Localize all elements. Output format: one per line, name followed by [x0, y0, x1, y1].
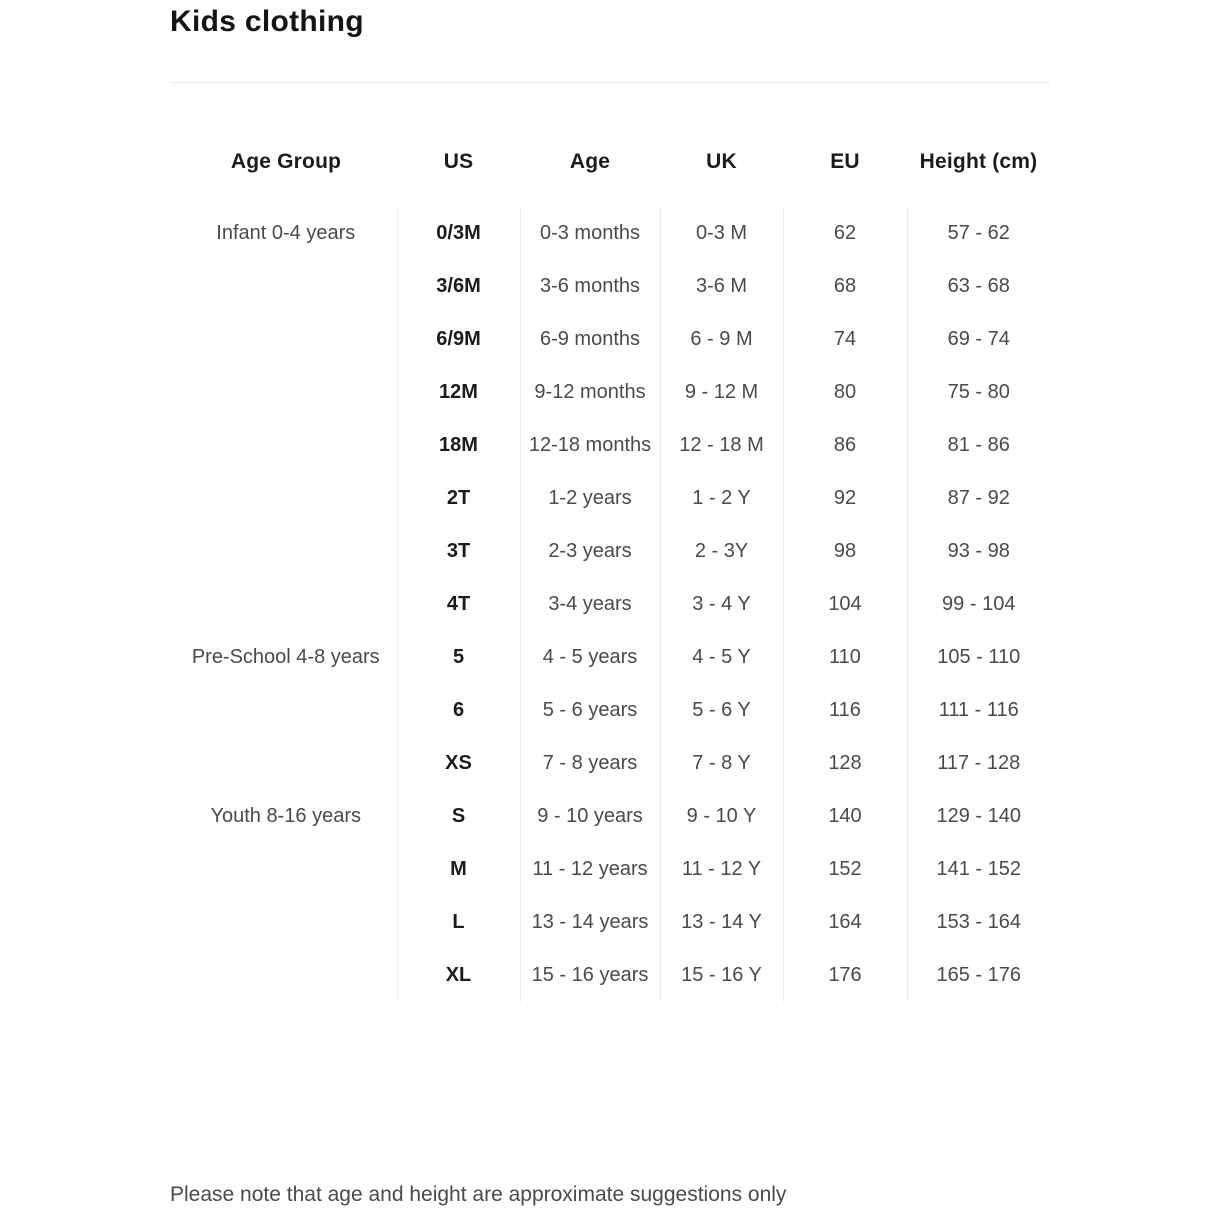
cell-eu-size: 104 [783, 578, 907, 631]
cell-age-group [175, 525, 397, 578]
cell-uk-size: 9 - 10 Y [660, 790, 783, 843]
cell-age-group: Pre-School 4-8 years [191, 646, 380, 668]
cell-uk-size: 11 - 12 Y [660, 843, 783, 896]
table-row [175, 949, 1050, 1002]
table-row [175, 578, 1050, 631]
column-header-height: Height (cm) [919, 149, 1038, 173]
cell-uk-size: 1 - 2 Y [660, 472, 783, 525]
table-body [175, 207, 1050, 1002]
cell-height-cm: 129 - 140 [907, 790, 1050, 843]
cell-height-cm: 81 - 86 [907, 419, 1050, 472]
column-header-eu: EU [830, 149, 860, 173]
cell-uk-size: 12 - 18 M [660, 419, 783, 472]
cell-height-cm: 99 - 104 [907, 578, 1050, 631]
column-header-us: US [443, 149, 474, 173]
cell-us-size: XL [397, 949, 520, 1002]
cell-height-cm: 153 - 164 [907, 896, 1050, 949]
column-header-uk: UK [706, 149, 737, 173]
cell-age-range: 0-3 months [520, 207, 660, 260]
cell-age-group [175, 737, 397, 790]
table-row [175, 631, 1050, 684]
cell-uk-size: 4 - 5 Y [660, 631, 783, 684]
cell-age-range: 11 - 12 years [520, 843, 660, 896]
cell-us-size: 0/3M [397, 207, 520, 260]
cell-eu-size: 68 [783, 260, 907, 313]
cell-us-size: 18M [397, 419, 520, 472]
cell-height-cm: 165 - 176 [907, 949, 1050, 1002]
cell-height-cm: 63 - 68 [907, 260, 1050, 313]
cell-us-size: 12M [397, 366, 520, 419]
cell-age-range: 9-12 months [520, 366, 660, 419]
cell-height-cm: 141 - 152 [907, 843, 1050, 896]
table-header-row [175, 116, 1050, 207]
cell-us-size: 3T [397, 525, 520, 578]
cell-uk-size: 3-6 M [660, 260, 783, 313]
cell-uk-size: 2 - 3Y [660, 525, 783, 578]
table-row [175, 260, 1050, 313]
cell-age-range: 1-2 years [520, 472, 660, 525]
column-header-age-group: Age Group [230, 149, 342, 173]
cell-age-range: 12-18 months [520, 419, 660, 472]
cell-uk-size: 3 - 4 Y [660, 578, 783, 631]
cell-age-group [175, 419, 397, 472]
cell-eu-size: 98 [783, 525, 907, 578]
cell-height-cm: 69 - 74 [907, 313, 1050, 366]
cell-height-cm: 105 - 110 [907, 631, 1050, 684]
cell-us-size: L [397, 896, 520, 949]
cell-uk-size: 0-3 M [660, 207, 783, 260]
cell-age-range: 2-3 years [520, 525, 660, 578]
cell-age-group: Infant 0-4 years [216, 222, 356, 244]
cell-us-size: S [397, 790, 520, 843]
column-header-age: Age [569, 149, 611, 173]
cell-age-range: 9 - 10 years [520, 790, 660, 843]
cell-eu-size: 92 [783, 472, 907, 525]
cell-us-size: 5 [397, 631, 520, 684]
cell-eu-size: 80 [783, 366, 907, 419]
cell-height-cm: 87 - 92 [907, 472, 1050, 525]
table-row [175, 419, 1050, 472]
cell-age-group [175, 313, 397, 366]
footnote: Please note that age and height are approximate suggestions only [170, 1183, 787, 1206]
table-row [175, 366, 1050, 419]
cell-age-range: 15 - 16 years [520, 949, 660, 1002]
cell-eu-size: 176 [783, 949, 907, 1002]
cell-age-range: 6-9 months [520, 313, 660, 366]
cell-age-range: 3-6 months [520, 260, 660, 313]
cell-age-range: 7 - 8 years [520, 737, 660, 790]
table-row [175, 313, 1050, 366]
cell-age-group [175, 684, 397, 737]
cell-eu-size: 152 [783, 843, 907, 896]
cell-age-group [175, 843, 397, 896]
cell-us-size: XS [397, 737, 520, 790]
cell-age-range: 13 - 14 years [520, 896, 660, 949]
cell-us-size: 3/6M [397, 260, 520, 313]
cell-age-group: Youth 8-16 years [210, 805, 361, 827]
title-divider [170, 82, 1050, 83]
cell-age-group [175, 949, 397, 1002]
cell-age-group [175, 578, 397, 631]
cell-uk-size: 9 - 12 M [660, 366, 783, 419]
cell-us-size: M [397, 843, 520, 896]
table-row [175, 790, 1050, 843]
cell-uk-size: 7 - 8 Y [660, 737, 783, 790]
cell-eu-size: 116 [783, 684, 907, 737]
cell-eu-size: 74 [783, 313, 907, 366]
cell-eu-size: 110 [783, 631, 907, 684]
cell-eu-size: 128 [783, 737, 907, 790]
cell-height-cm: 117 - 128 [907, 737, 1050, 790]
table-row [175, 525, 1050, 578]
cell-uk-size: 6 - 9 M [660, 313, 783, 366]
table-row [175, 684, 1050, 737]
cell-uk-size: 5 - 6 Y [660, 684, 783, 737]
cell-eu-size: 86 [783, 419, 907, 472]
cell-age-range: 5 - 6 years [520, 684, 660, 737]
kids-size-chart-table [175, 116, 1050, 1002]
cell-height-cm: 75 - 80 [907, 366, 1050, 419]
table-row [175, 896, 1050, 949]
cell-us-size: 6 [397, 684, 520, 737]
cell-uk-size: 15 - 16 Y [660, 949, 783, 1002]
table-row [175, 737, 1050, 790]
cell-us-size: 4T [397, 578, 520, 631]
cell-eu-size: 62 [783, 207, 907, 260]
cell-height-cm: 57 - 62 [907, 207, 1050, 260]
table-row [175, 843, 1050, 896]
page-title: Kids clothing [170, 5, 364, 38]
cell-age-group [175, 472, 397, 525]
cell-age-group [175, 896, 397, 949]
cell-uk-size: 13 - 14 Y [660, 896, 783, 949]
cell-us-size: 2T [397, 472, 520, 525]
cell-age-group [175, 366, 397, 419]
cell-age-range: 4 - 5 years [520, 631, 660, 684]
cell-age-group [175, 260, 397, 313]
cell-eu-size: 140 [783, 790, 907, 843]
table-row [175, 472, 1050, 525]
table-row [175, 207, 1050, 260]
cell-height-cm: 93 - 98 [907, 525, 1050, 578]
cell-us-size: 6/9M [397, 313, 520, 366]
cell-height-cm: 111 - 116 [907, 684, 1050, 737]
cell-age-range: 3-4 years [520, 578, 660, 631]
cell-eu-size: 164 [783, 896, 907, 949]
